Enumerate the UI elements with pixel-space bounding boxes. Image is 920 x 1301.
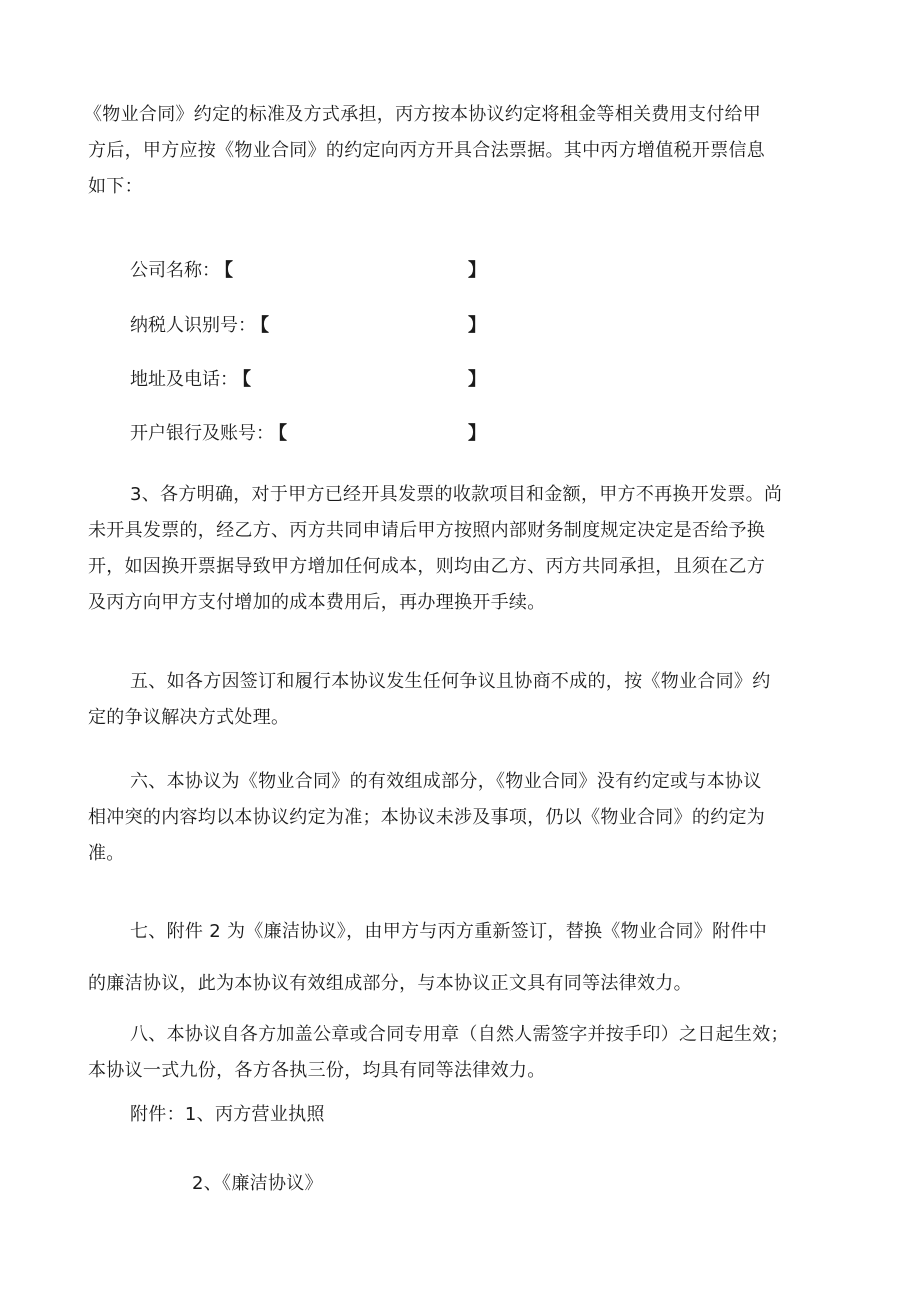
invoice-field-bank-account bbox=[130, 420, 486, 448]
intro-paragraph bbox=[84, 97, 848, 205]
text-line: 八、本协议自各方加盖公章或合同专用章（自然人需签字并按手印）之日起生效； bbox=[130, 1024, 789, 1045]
text-line: 如下： bbox=[88, 176, 143, 197]
text-line: 六、本协议为《物业合同》的有效组成部分，《物业合同》没有约定或与本协议 bbox=[130, 771, 762, 792]
field-label: 纳税人识别号： bbox=[130, 315, 256, 336]
invoice-field-company-name bbox=[130, 257, 486, 285]
text-line: 及丙方向甲方支付增加的成本费用后，再办理换开手续。 bbox=[88, 592, 546, 613]
clause-6 bbox=[88, 764, 848, 872]
bracket-open: 【 bbox=[224, 260, 233, 281]
bracket-close: 】 bbox=[468, 423, 486, 444]
bracket-open: 【 bbox=[260, 315, 269, 336]
text-line: 3、各方明确，对于甲方已经开具发票的收款项目和金额，甲方不再换开发票。尚 bbox=[130, 484, 783, 505]
bracket-open: 【 bbox=[242, 369, 251, 390]
text-line: 方后，甲方应按《物业合同》的约定向丙方开具合法票据。其中丙方增值税开票信息 bbox=[88, 140, 766, 161]
bracket-close: 】 bbox=[468, 315, 486, 336]
clause-8 bbox=[88, 1017, 848, 1089]
text-line: 未开具发票的，经乙方、丙方共同申请后甲方按照内部财务制度规定决定是否给予换 bbox=[88, 520, 766, 541]
text-line: 《物业合同》约定的标准及方式承担，丙方按本协议约定将租金等相关费用支付给甲 bbox=[84, 104, 762, 125]
invoice-field-taxpayer-id bbox=[130, 312, 486, 340]
text-line: 准。 bbox=[88, 843, 125, 864]
invoice-field-address-phone bbox=[130, 366, 486, 394]
field-label: 地址及电话： bbox=[130, 369, 238, 390]
bracket-close: 】 bbox=[468, 260, 486, 281]
bracket-open: 【 bbox=[278, 423, 287, 444]
text-line: 的廉洁协议，此为本协议有效组成部分，与本协议正文具有同等法律效力。 bbox=[88, 973, 692, 994]
clause-5 bbox=[88, 664, 848, 736]
attachment-2 bbox=[192, 1166, 920, 1202]
text-line: 开，如因换开票据导致甲方增加任何成本，则均由乙方、丙方共同承担，且须在乙方 bbox=[88, 556, 766, 577]
text-line: 附件：1、丙方营业执照 bbox=[130, 1104, 325, 1125]
text-line: 相冲突的内容均以本协议约定为准；本协议未涉及事项，仍以《物业合同》的约定为 bbox=[88, 807, 766, 828]
clause-3 bbox=[88, 477, 848, 621]
clause-7 bbox=[88, 906, 848, 1010]
attachment-1 bbox=[130, 1097, 890, 1133]
bracket-close: 】 bbox=[468, 369, 486, 390]
field-label: 公司名称： bbox=[130, 260, 220, 281]
text-line: 本协议一式九份，各方各执三份，均具有同等法律效力。 bbox=[88, 1060, 546, 1081]
text-line: 定的争议解决方式处理。 bbox=[88, 707, 290, 728]
field-label: 开户银行及账号： bbox=[130, 423, 274, 444]
text-line: 五、如各方因签订和履行本协议发生任何争议且协商不成的，按《物业合同》约 bbox=[130, 671, 771, 692]
text-line: 2、《廉洁协议》 bbox=[192, 1173, 323, 1194]
text-line: 七、附件 2 为《廉洁协议》，由甲方与丙方重新签订，替换《物业合同》附件中 bbox=[130, 921, 767, 942]
